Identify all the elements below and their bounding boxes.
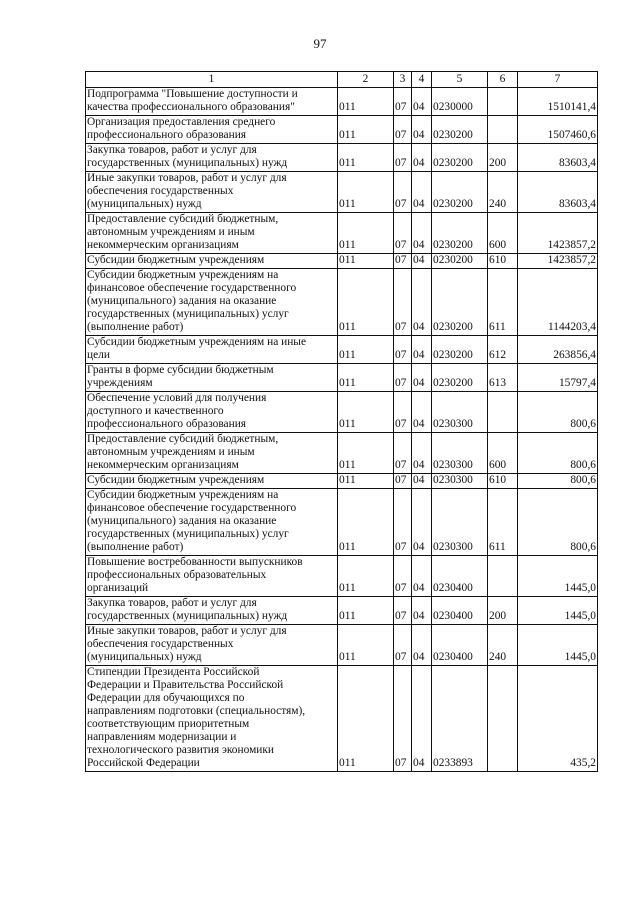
table-row <box>86 144 598 172</box>
description-line: организаций <box>87 582 149 594</box>
column-header-7: 7 <box>518 72 598 88</box>
description-line: Организация предоставления среднего <box>87 116 276 128</box>
row-code-6: 600 <box>488 213 518 254</box>
row-code-2: 011 <box>338 433 394 474</box>
row-code-2: 011 <box>338 88 394 116</box>
description-line: государственных (муниципальных) нужд <box>87 157 288 169</box>
row-code-5: 0230200 <box>432 213 488 254</box>
row-code-5: 0230200 <box>432 269 488 336</box>
table-row <box>86 336 598 364</box>
description-line: финансовое обеспечение государственного <box>87 282 297 294</box>
table-row <box>86 625 598 666</box>
row-amount: 1144203,4 <box>518 269 598 336</box>
row-code-4: 04 <box>412 433 432 474</box>
description-line: Федерации для обучающихся по <box>87 692 245 704</box>
row-description <box>86 666 338 772</box>
row-code-6: 600 <box>488 433 518 474</box>
row-code-4: 04 <box>412 269 432 336</box>
row-amount: 1510141,4 <box>518 88 598 116</box>
table-row <box>86 116 598 144</box>
description-line: качества профессионального образования" <box>87 101 295 113</box>
description-line: (муниципального) задания на оказание <box>87 295 277 307</box>
description-line: Субсидии бюджетным учреждениям на иные <box>87 336 307 348</box>
description-line: (муниципальных) нужд <box>87 651 202 663</box>
description-line: учреждениям <box>87 377 153 389</box>
row-code-6: 200 <box>488 144 518 172</box>
row-code-4: 04 <box>412 88 432 116</box>
description-line: профессионального образования <box>87 129 247 141</box>
description-line: автономным учреждениям и иным <box>87 226 255 238</box>
table-row <box>86 254 598 269</box>
budget-table <box>85 71 598 772</box>
row-code-2: 011 <box>338 392 394 433</box>
table-row <box>86 597 598 625</box>
description-line: обеспечения государственных <box>87 638 234 650</box>
row-code-4: 04 <box>412 364 432 392</box>
row-code-6 <box>488 556 518 597</box>
column-header-1: 1 <box>86 72 338 88</box>
description-line: (муниципального) задания на оказание <box>87 515 277 527</box>
row-code-3: 07 <box>394 172 412 213</box>
table-row <box>86 433 598 474</box>
description-line: Подпрограмма "Повышение доступности и <box>87 88 298 100</box>
row-code-2: 011 <box>338 666 394 772</box>
row-code-5: 0230300 <box>432 489 488 556</box>
description-line: Гранты в форме субсидии бюджетным <box>87 364 274 376</box>
row-description <box>86 269 338 336</box>
row-code-2: 011 <box>338 254 394 269</box>
description-line: Федерации и Правительства Российской <box>87 679 284 691</box>
row-code-4: 04 <box>412 666 432 772</box>
row-code-6 <box>488 666 518 772</box>
description-line: государственных (муниципальных) нужд <box>87 610 288 622</box>
row-description <box>86 116 338 144</box>
row-code-3: 07 <box>394 254 412 269</box>
row-amount: 800,6 <box>518 392 598 433</box>
row-code-4: 04 <box>412 474 432 489</box>
description-line: Предоставление субсидий бюджетным, <box>87 213 279 225</box>
row-description <box>86 213 338 254</box>
row-code-2: 011 <box>338 336 394 364</box>
row-code-3: 07 <box>394 597 412 625</box>
row-code-2: 011 <box>338 474 394 489</box>
row-description <box>86 336 338 364</box>
row-code-3: 07 <box>394 625 412 666</box>
row-code-5: 0233893 <box>432 666 488 772</box>
row-code-5: 0230400 <box>432 597 488 625</box>
row-description <box>86 88 338 116</box>
row-code-2: 011 <box>338 556 394 597</box>
row-code-3: 07 <box>394 666 412 772</box>
row-code-4: 04 <box>412 489 432 556</box>
row-code-5: 0230000 <box>432 88 488 116</box>
table-row <box>86 172 598 213</box>
row-code-4: 04 <box>412 213 432 254</box>
row-code-4: 04 <box>412 116 432 144</box>
description-line: Обеспечение условий для получения <box>87 392 267 404</box>
row-code-2: 011 <box>338 116 394 144</box>
row-code-4: 04 <box>412 392 432 433</box>
row-code-3: 07 <box>394 392 412 433</box>
row-code-6: 612 <box>488 336 518 364</box>
row-code-6 <box>488 116 518 144</box>
row-code-2: 011 <box>338 489 394 556</box>
row-code-4: 04 <box>412 556 432 597</box>
table-row <box>86 474 598 489</box>
table-row <box>86 364 598 392</box>
row-code-5: 0230200 <box>432 254 488 269</box>
description-line: обеспечения государственных <box>87 185 234 197</box>
row-code-3: 07 <box>394 364 412 392</box>
row-code-3: 07 <box>394 489 412 556</box>
description-line: государственных (муниципальных) услуг <box>87 308 289 320</box>
row-code-3: 07 <box>394 336 412 364</box>
description-line: Стипендии Президента Российской <box>87 666 260 678</box>
row-description <box>86 556 338 597</box>
row-code-3: 07 <box>394 556 412 597</box>
description-line: технологического развития экономики <box>87 744 275 756</box>
row-amount: 15797,4 <box>518 364 598 392</box>
row-code-6: 610 <box>488 474 518 489</box>
row-code-5: 0230200 <box>432 364 488 392</box>
description-line: (выполнение работ) <box>87 541 184 553</box>
column-header-6: 6 <box>488 72 518 88</box>
row-amount: 435,2 <box>518 666 598 772</box>
row-code-5: 0230200 <box>432 116 488 144</box>
row-code-2: 011 <box>338 269 394 336</box>
row-code-2: 011 <box>338 144 394 172</box>
row-code-6 <box>488 88 518 116</box>
description-line: финансовое обеспечение государственного <box>87 502 297 514</box>
row-code-2: 011 <box>338 213 394 254</box>
description-line: некоммерческим организациям <box>87 239 239 251</box>
row-amount: 83603,4 <box>518 172 598 213</box>
row-code-6 <box>488 392 518 433</box>
row-description <box>86 433 338 474</box>
row-code-6: 611 <box>488 269 518 336</box>
row-code-3: 07 <box>394 116 412 144</box>
description-line: Закупка товаров, работ и услуг для <box>87 597 257 609</box>
column-header-5: 5 <box>432 72 488 88</box>
description-line: Иные закупки товаров, работ и услуг для <box>87 625 287 637</box>
table-row <box>86 392 598 433</box>
description-line: направлениям модернизации и <box>87 731 237 743</box>
row-amount: 800,6 <box>518 474 598 489</box>
row-amount: 1445,0 <box>518 625 598 666</box>
row-code-3: 07 <box>394 474 412 489</box>
row-code-5: 0230300 <box>432 392 488 433</box>
table-body <box>86 88 598 772</box>
description-line: профессиональных образовательных <box>87 569 267 581</box>
description-line: направлениям подготовки (специальностям), <box>87 705 306 717</box>
row-code-3: 07 <box>394 213 412 254</box>
row-description <box>86 597 338 625</box>
row-amount: 1423857,2 <box>518 254 598 269</box>
table-row <box>86 88 598 116</box>
row-description <box>86 144 338 172</box>
row-code-5: 0230400 <box>432 625 488 666</box>
table-row <box>86 556 598 597</box>
row-amount: 263856,4 <box>518 336 598 364</box>
column-header-3: 3 <box>394 72 412 88</box>
row-code-3: 07 <box>394 433 412 474</box>
row-description <box>86 474 338 489</box>
row-description <box>86 254 338 269</box>
table-row <box>86 666 598 772</box>
row-code-6: 613 <box>488 364 518 392</box>
row-code-4: 04 <box>412 172 432 213</box>
description-line: Субсидии бюджетным учреждениям <box>87 254 265 266</box>
row-amount: 800,6 <box>518 433 598 474</box>
description-line: (выполнение работ) <box>87 321 184 333</box>
column-header-4: 4 <box>412 72 432 88</box>
description-line: некоммерческим организациям <box>87 459 239 471</box>
table-header-row <box>86 72 598 88</box>
description-line: автономным учреждениям и иным <box>87 446 255 458</box>
row-code-5: 0230200 <box>432 336 488 364</box>
description-line: Предоставление субсидий бюджетным, <box>87 433 279 445</box>
row-code-3: 07 <box>394 144 412 172</box>
description-line: Субсидии бюджетным учреждениям <box>87 474 265 486</box>
row-code-6: 610 <box>488 254 518 269</box>
row-amount: 1445,0 <box>518 597 598 625</box>
row-description <box>86 489 338 556</box>
table-row <box>86 269 598 336</box>
row-code-2: 011 <box>338 364 394 392</box>
row-code-5: 0230300 <box>432 474 488 489</box>
row-description <box>86 172 338 213</box>
row-code-6: 240 <box>488 625 518 666</box>
row-code-4: 04 <box>412 254 432 269</box>
table-row <box>86 489 598 556</box>
description-line: доступного и качественного <box>87 405 224 417</box>
row-code-6: 200 <box>488 597 518 625</box>
description-line: государственных (муниципальных) услуг <box>87 528 289 540</box>
row-description <box>86 392 338 433</box>
description-line: Субсидии бюджетным учреждениям на <box>87 489 279 501</box>
row-code-3: 07 <box>394 88 412 116</box>
description-line: Иные закупки товаров, работ и услуг для <box>87 172 287 184</box>
column-header-2: 2 <box>338 72 394 88</box>
row-code-2: 011 <box>338 597 394 625</box>
row-code-4: 04 <box>412 597 432 625</box>
row-amount: 1445,0 <box>518 556 598 597</box>
row-description <box>86 364 338 392</box>
row-amount: 800,6 <box>518 489 598 556</box>
description-line: Субсидии бюджетным учреждениям на <box>87 269 279 281</box>
row-code-4: 04 <box>412 625 432 666</box>
row-code-4: 04 <box>412 336 432 364</box>
description-line: цели <box>87 349 110 361</box>
row-code-3: 07 <box>394 269 412 336</box>
description-line: соответствующим приоритетным <box>87 718 250 730</box>
row-code-4: 04 <box>412 144 432 172</box>
description-line: (муниципальных) нужд <box>87 198 202 210</box>
row-amount: 1507460,6 <box>518 116 598 144</box>
row-code-5: 0230200 <box>432 172 488 213</box>
row-code-6: 240 <box>488 172 518 213</box>
row-code-2: 011 <box>338 625 394 666</box>
description-line: Повышение востребованности выпускников <box>87 556 303 568</box>
description-line: Закупка товаров, работ и услуг для <box>87 144 257 156</box>
row-code-6: 611 <box>488 489 518 556</box>
row-code-5: 0230200 <box>432 144 488 172</box>
page-number: 97 <box>313 36 327 51</box>
row-description <box>86 625 338 666</box>
row-amount: 83603,4 <box>518 144 598 172</box>
row-code-5: 0230300 <box>432 433 488 474</box>
table-row <box>86 213 598 254</box>
row-amount: 1423857,2 <box>518 213 598 254</box>
row-code-2: 011 <box>338 172 394 213</box>
description-line: Российской Федерации <box>87 757 200 769</box>
description-line: профессионального образования <box>87 418 247 430</box>
row-code-5: 0230400 <box>432 556 488 597</box>
